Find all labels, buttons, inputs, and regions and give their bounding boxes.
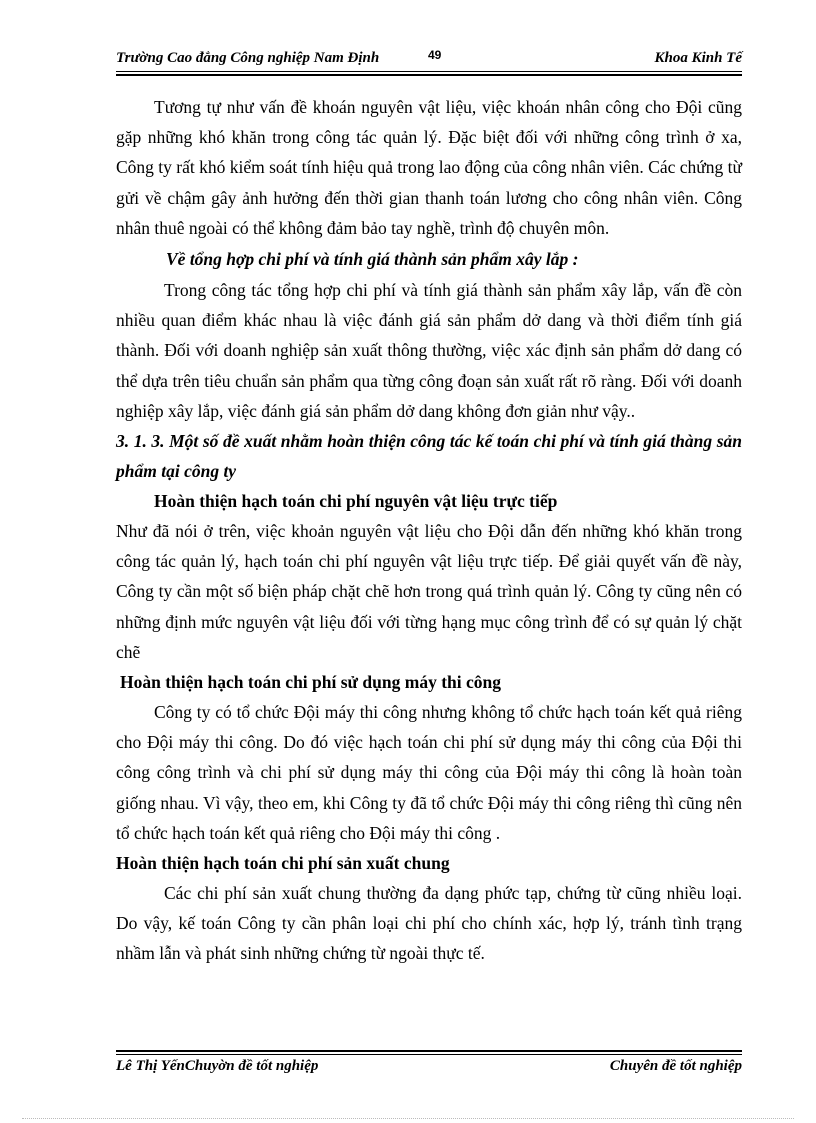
header-page-number: 49 [428, 48, 442, 62]
paragraph-cost-aggregation: Trong công tác tổng hợp chi phí và tính giá thành sản phẩm xây lắp, vấn đề còn nhiều quan điểm khác nhau là việc đánh giá sản phẩm dở dang và thời điểm tính giá thành. Đối với doanh nghiệp sản xuất thông thường, việc xác định sản phẩm dở dang có thể dựa trên tiêu chuẩn sản phẩm qua từng công đoạn sản xuất rất rõ ràng. Đối với doanh nghiệp xây lắp, việc đánh giá sản phẩm dở dang không đơn giản như vậy.. [116, 280, 742, 421]
footer-title: Chuyên đề tốt nghiệp [609, 1058, 742, 1074]
section-heading-3-1-3: 3. 1. 3. Một số đề xuất nhằm hoàn thiện công tác kế toán chi phí và tính giá thàng sản phẩm tại công ty [116, 431, 742, 482]
footer-rule [116, 1050, 742, 1055]
heading-direct-materials: Hoàn thiện hạch toán chi phí nguyên vật liệu trực tiếp [154, 491, 558, 512]
header-department: Khoa Kinh Tế [654, 50, 742, 66]
paragraph-direct-materials: Như đã nói ở trên, việc khoản nguyên vật liệu cho Đội dẫn đến những khó khăn trong công tác quản lý, hạch toán chi phí nguyên vật liệu trực tiếp. Để giải quyết vấn đề này, Công ty cần một số biện pháp chặt chẽ hơn trong quá trình quản lý. Công ty cũng nên có những định mức nguyên vật liệu đối với từng hạng mục công trình để có sự quản lý chặt chẽ [116, 521, 742, 662]
heading-cost-aggregation: Về tổng hợp chi phí và tính giá thành sản phẩm xây lắp : [166, 249, 579, 270]
paragraph-labor-contract: Tương tự như vấn đề khoán nguyên vật liệu, việc khoán nhân công cho Đội cũng gặp những khó khăn trong công tác quản lý. Đặc biệt đối với những công trình ở xa, Công ty rất khó kiểm soát tính hiệu quả trong lao động của công nhân viên. Các chứng từ gửi về chậm gây ảnh hưởng đến thời gian thanh toán lương cho công nhân viên. Công nhân thuê ngoài có thể không đảm bảo tay nghề, trình độ chuyên môn. [116, 97, 742, 238]
paragraph-general-costs: Các chi phí sản xuất chung thường đa dạng phức tạp, chứng từ cũng nhiều loại. Do vậy, kế toán Công ty cần phân loại chi phí cho chính xác, hợp lý, tránh tình trạng nhầm lẫn và phát sinh những chứng từ ngoài thực tế. [116, 883, 742, 964]
footer-author: Lê Thị YếnChuyờn đề tốt nghiệp [116, 1058, 319, 1074]
header-rule [116, 71, 742, 76]
page-header [116, 46, 742, 70]
document-body [116, 92, 742, 969]
page-bottom-border [22, 1118, 794, 1119]
heading-machine-costs: Hoàn thiện hạch toán chi phí sử dụng máy thi công [120, 672, 502, 693]
header-school-name: Trường Cao đẳng Công nghiệp Nam Định [116, 50, 380, 66]
heading-general-costs: Hoàn thiện hạch toán chi phí sản xuất chung [116, 853, 450, 874]
paragraph-machine-costs: Công ty có tổ chức Đội máy thi công nhưng không tổ chức hạch toán kết quả riêng cho Đội máy thi công. Do đó việc hạch toán chi phí sử dụng máy thi công của Đội thi công công trình và chi phí sử dụng máy thi công của Đội máy thi công là hoàn toàn giống nhau. Vì vậy, theo em, khi Công ty đã tổ chức Đội máy thi công riêng thì cũng nên tổ chức hạch toán kết quả riêng cho Đội máy thi công . [116, 702, 742, 843]
